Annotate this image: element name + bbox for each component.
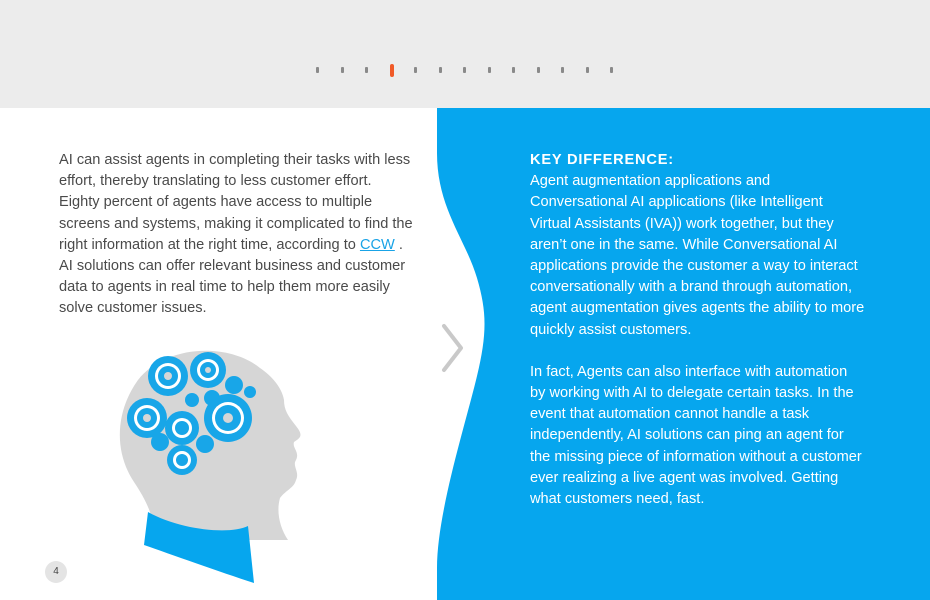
left-text-part1: AI can assist agents in completing their tasks with less effort, thereby translating to less customer effort. Eighty percent of agents have access to multiple screens and systems, making it complicated to find the right information at the right time, according to <box>59 152 413 253</box>
chevron-right-icon[interactable] <box>438 322 468 374</box>
left-body-text <box>59 150 414 320</box>
head-with-gears-icon <box>110 340 310 590</box>
key-difference-paragraph-1: Agent augmentation applications and Conversational AI applications (like Intelligent Virtual Assistants (IVA)) work together, but they aren’t one in the same. While Conversational AI applications provide the customer a way to interact conversationally with a brand through automation, agent augmentation gives agents the ability to more quickly assist customers. <box>530 173 865 338</box>
left-text-part2: . AI solutions can offer relevant business and customer data to agents in real time to help them more easily solve customer issues. <box>59 236 406 317</box>
page-dot[interactable] <box>439 67 442 73</box>
page-dot[interactable] <box>610 67 613 73</box>
page-dot-active[interactable] <box>390 64 394 77</box>
page-dot[interactable] <box>488 67 491 73</box>
key-difference-heading: KEY DIFFERENCE: <box>530 152 674 168</box>
page-dot[interactable] <box>463 67 466 73</box>
ccw-link[interactable]: CCW <box>359 236 395 253</box>
page-dot[interactable] <box>537 67 540 73</box>
page-number: 4 <box>45 561 67 583</box>
page-dot[interactable] <box>586 67 589 73</box>
page-dot[interactable] <box>365 67 368 73</box>
page-dot[interactable] <box>414 67 417 73</box>
key-difference-block <box>530 150 865 510</box>
top-bar <box>0 0 930 108</box>
page-dot[interactable] <box>316 67 319 73</box>
key-difference-paragraph-2: In fact, Agents can also interface with automation by working with AI to delegate certain tasks. In the event that automation cannot handle a task independently, AI solutions can ping an agent for the missing piece of information without a customer ever realizing a live agent was involved. Getting what customers need, fast. <box>530 363 862 508</box>
page-dot[interactable] <box>512 67 515 73</box>
page-dot[interactable] <box>341 67 344 73</box>
page-dot[interactable] <box>561 67 564 73</box>
